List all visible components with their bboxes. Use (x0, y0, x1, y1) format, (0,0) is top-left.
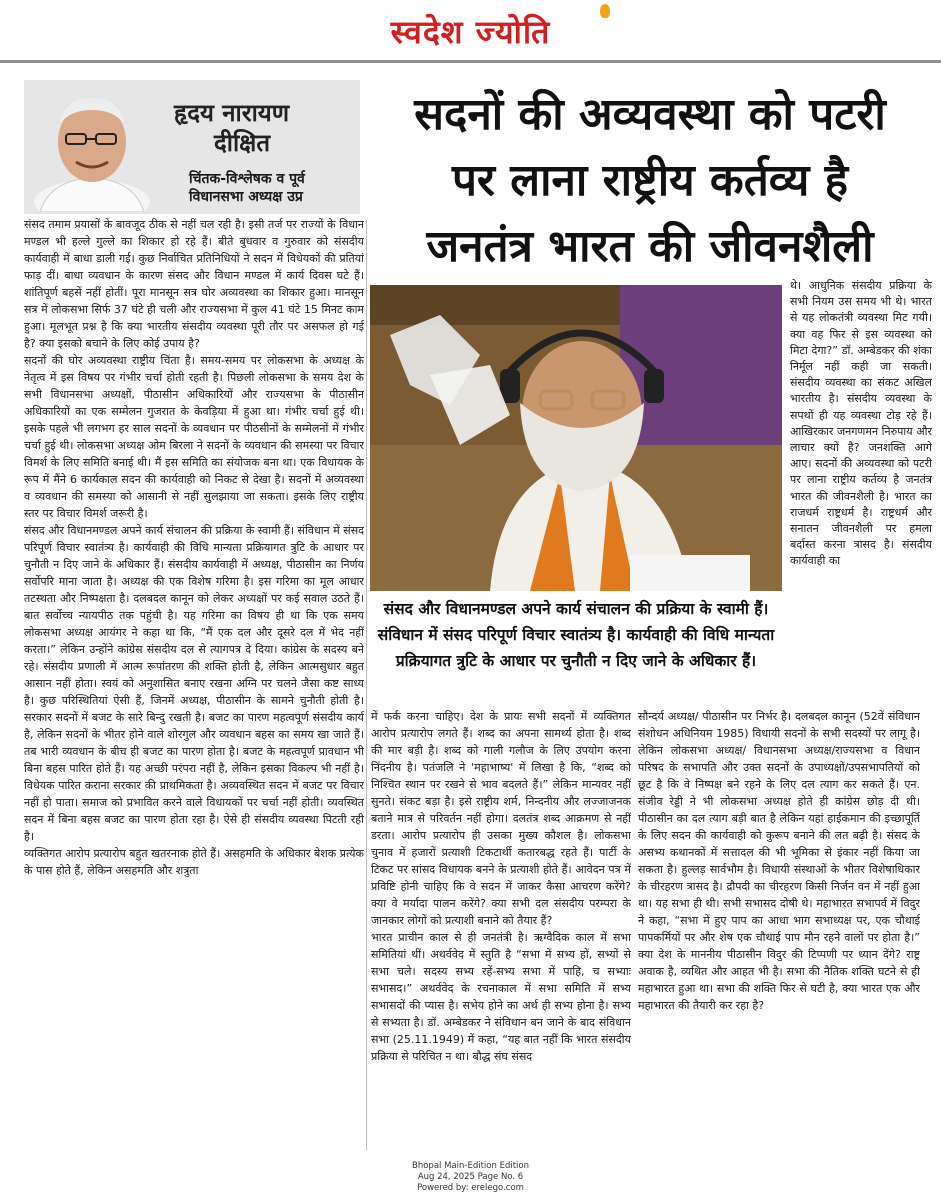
paragraph: सौन्दर्य अध्यक्ष/ पीठासीन पर निर्भर है। दलबदल कानून (52वें संविधान संशोधन अधिनियम 1985) विधायी सदनों के सभी सदस्यों पर लागू है। लेकिन लोकसभा अध्यक्ष/ विधानसभा अध्यक्ष/राज्यसभा व विधान परिषद के सभापति और उक्त सदनों के उपाध्यक्षों/उपसभापतियों को छूट है कि वे निष्पक्ष बने रहने के लिए दल त्याग कर सकते हैं। एन. संजीव रेड्डी ने भी लोकसभा अध्यक्ष होते ही कांग्रेस छोड़ दी थी। पीठासीन का दल त्याग बड़ी बात है लेकिन यहां हाईकमान की इच्छापूर्ति के लिए सदन की कार्यवाही को कुरूप बनाने की लत बढ़ी है। संसद के असभ्य कथानकों में सत्तादल की भी भूमिका से इंकार नहीं किया जा सकता है। हुल्लड़ सार्वभौम है। विधायी संस्थाओं के भीतर विशेषाधिकार के चीरहरण त्रासद है। द्रौपदी का चीरहरण किसी निर्जन वन में नहीं हुआ था। यह सभा ही थी। सभी सभासद दोषी थे। महाभारत सभापर्व में विदुर ने कहा, “सभा में हुए पाप का आधा भाग सभाध्यक्ष पर, एक चौथाई पापकर्मियों पर और शेष एक चौथाई पाप मौन रहने वालों पर होता है।” क्या देश के माननीय पीठासीन विदुर की टिप्पणी पर ध्यान देंगे? राष्ट्र अवाक है, व्यथित और आहत भी है। सभा की नैतिक शक्ति घटने से ही महाभारत हुआ था। सभा की शक्ति फिर से घटी है, क्या भारत एक और महाभारत की तैयारी कर रहा है? (638, 710, 920, 1012)
headline (370, 82, 930, 280)
footer-date-page: Aug 24, 2025 Page No. 6 (417, 1172, 524, 1182)
paragraph: व्यक्तिगत आरोप प्रत्यारोप बहुत खतरनाक होते हैं। असहमति के अधिकार बेशक प्रत्येक के पास होते हैं, लेकिन असहमति और शत्रुता (24, 847, 364, 877)
masthead (0, 0, 941, 58)
author-role (189, 170, 305, 206)
footer-powered-by[interactable]: Powered by: erelego.com (417, 1183, 524, 1193)
newspaper-logo: स्वदेश ज्योति (390, 13, 551, 51)
paragraph: में फर्क करना चाहिए। देश के प्रायः सभी सदनों में व्यक्तिगत आरोप प्रत्यारोप लगते हैं। शब्द का अपना सामर्थ्य होता है। शब्द की मार बड़ी है। शब्द को गाली गलौज के लिए उपयोग करना निंदनीय है। पतंजलि ने 'महाभाष्य' में लिखा है कि, “शब्द को निश्चित स्थान पर रखने से भाव बदलते हैं।” लेकिन मान्यवर नहीं सुनते। संकट बड़ा है। इसे राष्ट्रीय शर्म, निन्दनीय और लज्जाजनक बताने मात्र से परिवर्तन नहीं होगा। दलतंत्र शब्द आक्रमण से नहीं डरता। आरोप प्रत्यारोप ही उसका मुख्य कौशल है। लोकसभा चुनाव में हजारों प्रत्याशी टिकटार्थी कतारबद्ध रहते हैं। पार्टी के टिकट पर सांसद विधायक बनने के प्रत्याशी होते हैं। आवेदन पत्र में प्रविष्टि होनी चाहिए कि वे सदन में जाकर कैसा आचरण करेंगे? क्या वे मर्यादा पालन करेंगे? क्या सभी दल संसदीय परम्परा के जानकार लोगों को प्रत्याशी बनाने को तैयार हैं? (371, 710, 631, 927)
masthead-divider (0, 60, 941, 63)
footer-edition: Bhopal Main-Edition Edition (412, 1161, 529, 1171)
author-box (24, 80, 360, 214)
author-role-line1: चिंतक-विश्लेषक व पूर्व (189, 171, 305, 187)
paragraph: सदनों की घोर अव्यवस्था राष्ट्रीय चिंता है। समय-समय पर लोकसभा के अध्यक्ष के नेतृत्व में इस विषय पर गंभीर चर्चा होती रहती है। पिछली लोकसभा के समय देश के सभी विधानसभा अध्यक्षों, पीठासीन अधिकारियों और राज्यसभा के पीठासीन अधिकारियों का एक सम्मेलन गुजरात के केवड़िया में हुआ था। गंभीर चर्चा हुई थी। इसके पहले भी लगभग हर साल सदनों के व्यवधान पर पीठसीनों के सम्मेलनों में गंभीर चर्चा हुई थी। लोकसभा अध्यक्ष ओम बिरला ने सदनों के व्यवधान की समस्या पर विचार विमर्श के लिए समिति बनाई थी। मैं इस समिति का संयोजक बना था। एक विधायक के रूप में मैंने 6 कार्यकाल सदन की कार्यवाही को निकट से देखा है। सदनों में अव्यवस्था व व्यवधान की समस्या को आसानी से नहीं सुलझाया जा सकता। इसके लिए राष्ट्रीय स्तर पर विचार विमर्श जरूरी है। (24, 354, 364, 520)
page-footer (0, 1161, 941, 1194)
article-column-side (790, 278, 932, 708)
paragraph: संसद और विधानमण्डल अपने कार्य संचालन की प्रक्रिया के स्वामी हैं। संविधान में संसद परिपूर्ण विचार स्वातंत्र्य है। कार्यवाही की विधि मान्यता प्रक्रियागत त्रुटि के आधार पर चुनौती न दिए जाने के अधिकार हैं। संसदीय कार्यवाही में अध्यक्ष, पीठासीन का निर्णय सर्वोपरि माना जाता है। अध्यक्ष की एक विशेष गरिमा है। इस गरिमा का मूल आधार तटस्थता और निष्पक्षता है। दलबदल कानून को लेकर अध्यक्षों पर कई सवाल उठते हैं। बात सर्वोच्च न्यायपीठ तक पहुंची है। यह गरिमा का विषय ही था कि एक समय लोकसभा अध्यक्ष आयंगर ने कहा था कि, “मैं एक दल और दूसरे दल में भेद नहीं करता।” लेकिन उन्होंने कांग्रेस संसदीय दल से त्यागपत्र दे दिया। कांग्रेस के सदस्य बने रहे। संसदीय प्रणाली में आत्म रूपांतरण की शक्ति होती है, लेकिन आत्मसुधार बहुत आसान नहीं होता। स्वयं को अनुशासित बनाए रखना अग्नि पर चलने जैसा कष्ट साध्य है। कुछ परिस्थितियां ऐसी हैं, जिनमें अध्यक्ष, पीठासीन के सामने चुनौती होती है। सरकार सदनों में बजट के सारे बिन्दु रखती है। बजट का पारण महत्वपूर्ण संसदीय कार्य है, लेकिन सदनों के भीतर होने वाले शोरगुल और व्यवधान बहस का समय खा जाते हैं। तब भारी व्यवधान के बीच ही बजट का पारण होता है। बजट के महत्वपूर्ण प्रावधान भी बिना बहस पारित होते हैं। यह अच्छी परंपरा नहीं है, लेकिन इसका विकल्प भी नहीं है। विधेयक पारित कराना सरकार की प्राथमिकता है। अव्यवस्थित सदन में बजट पर विचार नहीं हो पाता। समाज को प्रभावित करने वाले विधायकों पर चर्चा नहीं होती। व्यवस्थित सदन में बिना बहस बजट का पारण होता रहा है। ऐसे ही संसदीय व्यवस्था पिटती रही है। (24, 524, 364, 843)
pull-quote: संसद और विधानमण्डल अपने कार्य संचालन की प्रक्रिया के स्वामी हैं। संविधान में संसद परिपूर्ण विचार स्वातंत्र्य है। कार्यवाही की विधि मान्यता प्रक्रियागत त्रुटि के आधार पर चुनौती न दिए जाने के अधिकार हैं। (377, 600, 775, 670)
column-divider (366, 220, 367, 1150)
author-name (174, 98, 289, 158)
headline-line3: जनतंत्र भारत की जीवनशैली (426, 221, 874, 272)
article-column-2 (371, 708, 631, 1160)
article-column-1 (24, 216, 364, 1161)
article-column-3 (638, 708, 920, 1160)
parliament-speaker-photo (370, 285, 782, 591)
headline-line2: पर लाना राष्ट्रीय कर्तव्य है (451, 155, 849, 206)
flame-icon (600, 4, 610, 18)
paragraph: संसद तमाम प्रयासों के बावजूद ठीक से नहीं चल रही है। इसी तर्ज पर राज्यों के विधान मण्डल भी हल्ले गुल्ले का शिकार हो रहे हैं। बीते बुधवार व गुरुवार को संसदीय कार्यवाही में बाधा डाली गई। कुछ निर्वाचित प्रतिनिधियों ने सदन में विधेयकों की प्रतियां फाड़ दीं। बाधा व्यवधान के कारण संसद और विधान मण्डल में कार्य दिवस घटे हैं। शांतिपूर्ण बहसें नहीं होतीं। पूरा मानसून सत्र घोर अव्यवस्था का शिकार हुआ। मानसून सत्र में लोकसभा सिर्फ 37 घंटे ही चली और राज्यसभा में कुल 41 घंटे 15 मिनट काम हुआ। मूलभूत प्रश्न है कि क्या भारतीय संसदीय व्यवस्था पूरी तौर पर असफल हो गई है? क्या इसको बचाने के लिए कोई उपाय है? (24, 218, 364, 350)
author-role-line2: विधानसभा अध्यक्ष उप्र (189, 189, 303, 205)
paragraph: थे। आधुनिक संसदीय प्रक्रिया के सभी नियम उस समय भी थे। भारत से यह लोकतंत्री व्यवस्था मिट गयी। क्या वह फिर से इस व्यवस्था को मिटा देगा?” डॉ. अम्बेडकर की शंका निर्मूल नहीं कही जा सकती। संसदीय व्यवस्था का संकट अखिल भारतीय है। संसदीय व्यवस्था के सपथों ही यह व्यवस्था टोड़ रहे हैं। आखिरकार जनगणमन निरुपाय और लाचार क्यों है? जनशक्ति आगे आए। सदनों की अव्यवस्था को पटरी पर लाना राष्ट्रीय कर्तव्य है जनतंत्र भारत की जीवनशैली है। भारत का राजधर्म राष्ट्रधर्म है। राष्ट्रधर्म और सनातन जीवनशैली पर हमला बर्दास्त करना त्रासद है। संसदीय कार्यवाही का (790, 279, 932, 568)
author-name-line1: हृदय नारायण (174, 99, 290, 127)
author-name-line2: दीक्षित (214, 129, 271, 157)
author-photo (30, 84, 150, 212)
headline-line1: सदनों की अव्यवस्था को पटरी (414, 89, 886, 140)
paragraph: भारत प्राचीन काल से ही जनतंत्री है। ऋग्वैदिक काल में सभा समितियां थीं। अथर्ववेद में स्तुति है “सभा में सभ्य हों, सभ्यों से सभा चले। सदस्य सभ्य रहें-सभ्य सभा में पाहि, च सभ्याः सभासद।” अथर्ववेद के रचनाकाल में सभा समिति में सभ्य सभासदों की प्यास है। सभेय होने का अर्थ ही सभ्य होना है। सभ्य से सभ्यता है। डॉ. अम्बेडकर ने संविधान बन जाने के बाद संविधान सभा (25.11.1949) में कहा, “यह बात नहीं कि भारत संसदीय प्रक्रिया से परिचित न था। बौद्ध संघ संसद (371, 931, 631, 1063)
